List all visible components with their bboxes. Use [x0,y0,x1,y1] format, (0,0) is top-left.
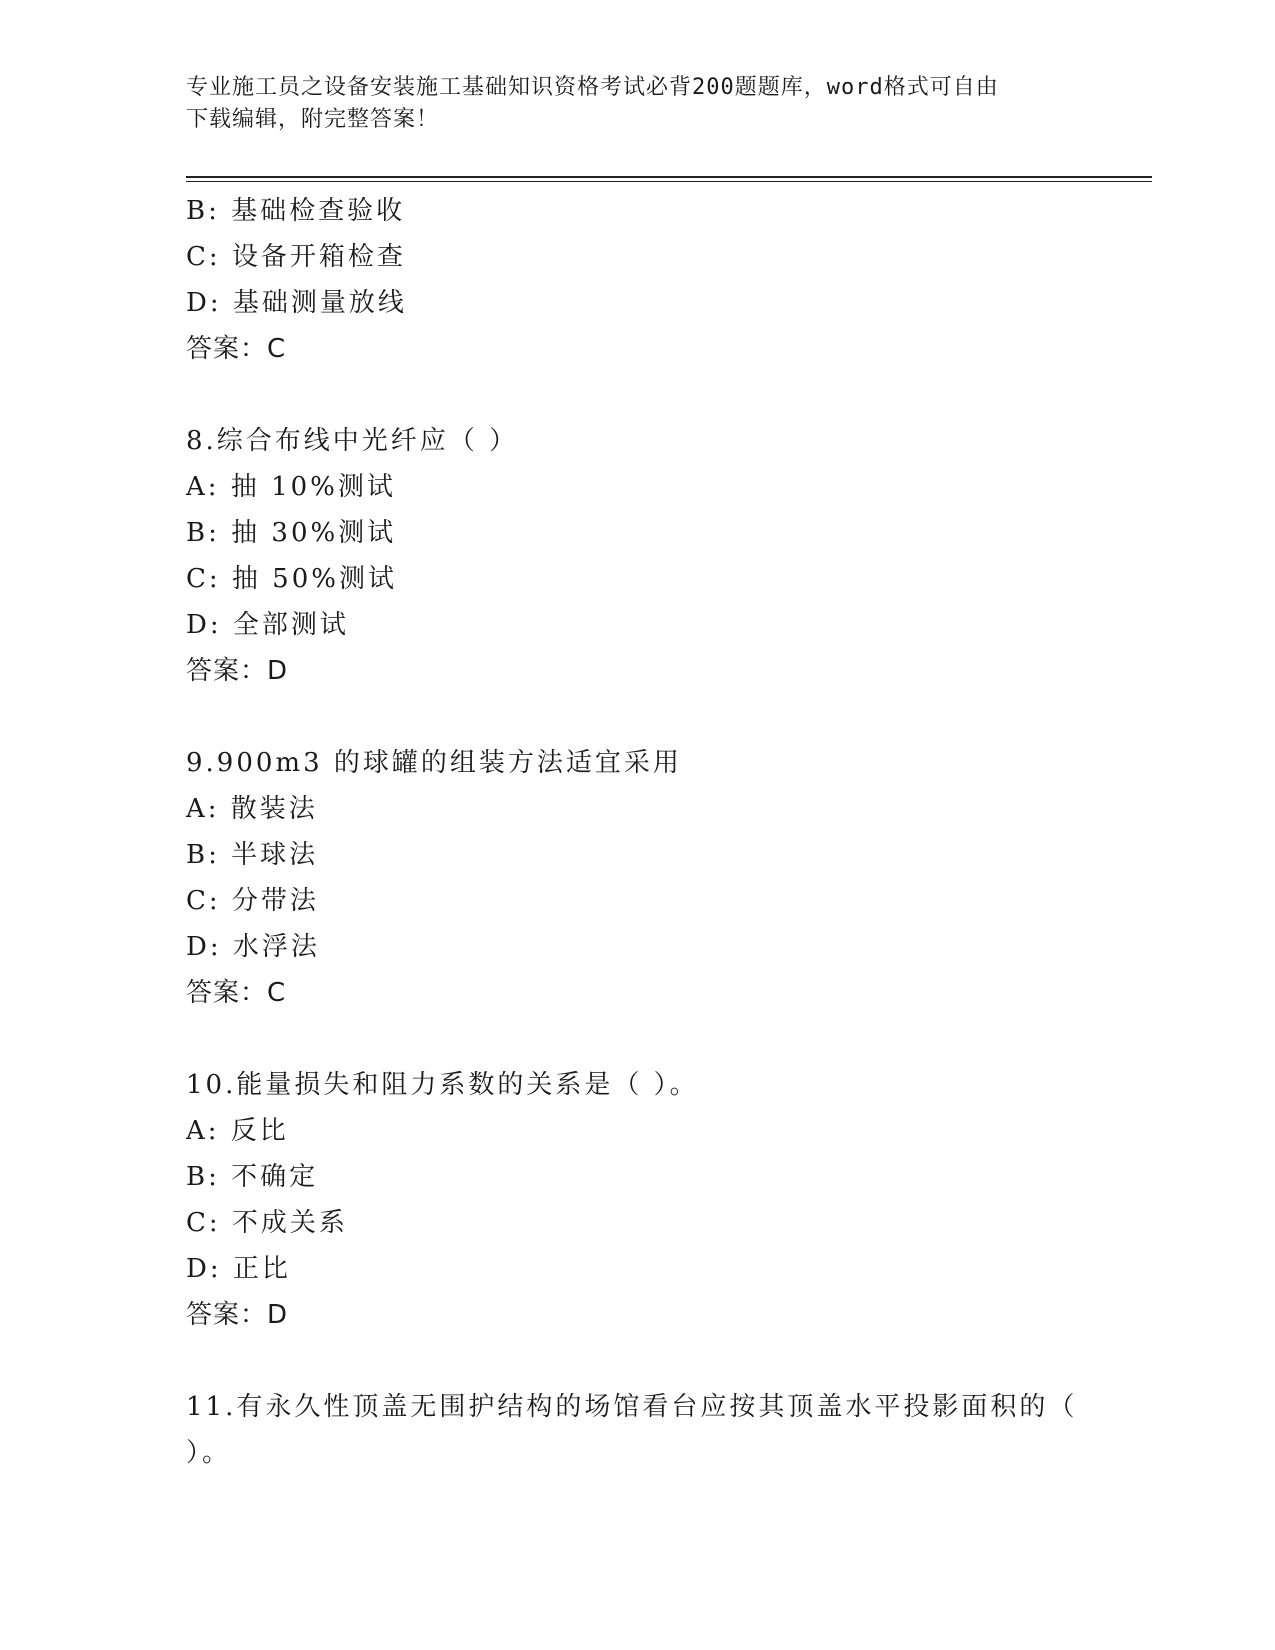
header-title-line-2: 下载编辑，附完整答案！ [186,107,440,132]
question-block-11 [186,1384,1086,1476]
header-title-line-1: 专业施工员之设备安装施工基础知识资格考试必背200题题库，word格式可自由 [186,75,999,100]
option-a: A: 抽 10%测试 [186,472,396,502]
option-a: A: 反比 [186,1116,289,1146]
answer-line: 答案：D [186,656,289,686]
question-text-line-2: ）。 [186,1438,232,1468]
option-b: B: 基础检查验收 [186,196,406,226]
document-header [186,72,1066,136]
spacer [186,694,1086,740]
question-block-9 [186,740,1086,1016]
question-block-8 [186,418,1086,694]
option-b: B: 不确定 [186,1162,319,1192]
spacer [186,1338,1086,1384]
question-text: 9.900m3 的球罐的组装方法适宜采用 [186,748,682,778]
question-block-7 [186,188,1086,372]
option-b: B: 抽 30%测试 [186,518,397,548]
option-a: A: 散装法 [186,794,318,824]
question-list [186,188,1086,1476]
spacer [186,372,1086,418]
spacer [186,1016,1086,1062]
option-d: D: 水浮法 [186,932,320,962]
answer-line: 答案：D [186,1300,289,1330]
option-d: D: 基础测量放线 [186,288,407,318]
option-c: C: 设备开箱检查 [186,242,406,272]
option-c: C: 分带法 [186,886,319,916]
header-divider-thin [186,181,1152,182]
option-d: D: 全部测试 [186,610,349,640]
question-text: 10.能量损失和阻力系数的关系是（ ）。 [186,1070,699,1100]
option-b: B: 半球法 [186,840,319,870]
question-block-10 [186,1062,1086,1338]
question-text-line-1: 11.有永久性顶盖无围护结构的场馆看台应按其顶盖水平投影面积的（ [186,1392,1078,1422]
option-c: C: 抽 50%测试 [186,564,397,594]
header-divider-thick [186,176,1152,178]
option-c: C: 不成关系 [186,1208,348,1238]
question-text: 8.综合布线中光纤应（ ） [186,426,519,456]
option-d: D: 正比 [186,1254,291,1284]
answer-line: 答案：C [186,334,287,364]
answer-line: 答案：C [186,978,287,1008]
